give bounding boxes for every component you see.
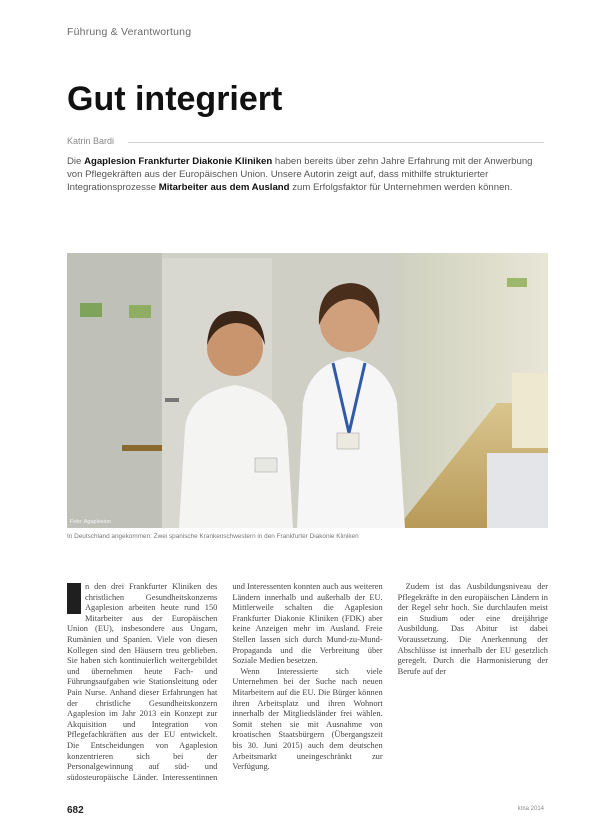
nurse-right-badge	[337, 433, 359, 449]
photo-illustration	[67, 253, 548, 528]
handrail	[122, 445, 162, 451]
author: Katrin Bardi	[67, 136, 115, 146]
wall-sign-left	[80, 303, 102, 317]
section-label: Führung & Verantwortung	[67, 26, 192, 38]
lead-text-3: zum Erfolgsfaktor für Unternehmen werden können.	[289, 182, 513, 193]
left-wall	[67, 253, 162, 528]
article-photo	[67, 253, 548, 528]
article-body	[67, 582, 548, 792]
page-reference: kma 2014	[517, 806, 544, 812]
page-number: 682	[67, 805, 84, 816]
corridor-cabinet	[512, 373, 548, 448]
lead-paragraph	[67, 155, 545, 194]
door-handle	[165, 398, 179, 402]
nurse-left-badge	[255, 458, 277, 472]
body-text-1: n den drei Frankfurter Kliniken des christlichen Gesundheitskonzerns Agaplesion arbeiten heute rund 150 Mitarbeiter aus der Europäischen Union (EU), insbesondere aus Ungarn, Rumänien und Spanien. Viele von diesen Kollegen sind den Häusern treu geblieben. Sie haben sich kontinuierlich weitergebildet und übernehmen heute Fach- und Führungsaufgaben wie Stationsleitung oder Pain Nurse. Anhand dieser Erfahrungen hat der christliche Gesundheitskonzern Agaplesion im Jahr 2013 ein Konzept zur Akquisition und Integration von Pflegefachkräften aus der EU entwickelt. Die Entscheidungen von Agaplesion konzentrieren sich bei der Personalgewinnung auf süd- und südosteuropäische Länder. Interessentinnen und Interessenten konnten auch aus weiteren Ländern innerhalb und außerhalb der EU. Mittlerweile schalten die Agaplesion Frankfurter Diakonie Kliniken (FDK) aber keine Anzeigen mehr im Ausland. Freie Stellen lassen sich durch Mund-zu-Mund-Propaganda und die Verbreitung über Soziale Medien besetzen.	[67, 582, 383, 782]
cart	[487, 453, 548, 528]
lead-emphasis-1: Agaplesion Frankfurter Diakonie Kliniken	[84, 156, 273, 167]
lead-emphasis-2: Mitarbeiter aus dem Ausland	[158, 182, 290, 193]
body-paragraph-2: Wenn Interessierte sich viele Unternehmen bei der Suche nach neuen Mitarbeitern auf die EU. Die Bürger können ihren Arbeitsplatz und ihren Wohnort innerhalb der Mitgliedsländer frei wählen. Somit stehen sie mit Ausnahme von kroatischen Staatsbürgern (Übergangszeit bis 30. Juni 2015) auch dem deutschen Arbeitsmarkt uneingeschränkt zur Verfügung.	[232, 666, 383, 772]
article-title: Gut integriert	[67, 80, 283, 118]
nurse-left-uniform	[179, 385, 293, 528]
photo-caption: In Deutschland angekommen: Zwei spanische Krankenschwestern in den Frankfurter Diakonie Kliniken	[67, 533, 359, 540]
lead-text-1: Die	[67, 156, 85, 167]
drop-cap	[67, 583, 81, 614]
photo-credit: Foto: Agaplesion	[70, 519, 111, 525]
lead-text-2: haben bereits über zehn Jahre Erfahrung mit der Anwerbung von Pflegekräften aus der Europäischen Union. Unsere Autorin zeigt auf, dass mithilfe strukturierter Integrationsprozesse	[67, 156, 533, 193]
body-paragraph-3: Zudem ist das Ausbildungsniveau der Pflegekräfte in den europäischen Ländern in der Regel sehr hoch. Sie durchlaufen meist ein Studium oder eine dreijährige Ausbildung. Das Abitur ist dabei Voraussetzung. Die Anerkennung der Abschlüsse ist innerhalb der EU gesetzlich geregelt. Durch die Harmonisierung der Berufe auf der	[397, 582, 548, 676]
author-rule	[128, 142, 544, 143]
corridor-sign	[507, 278, 527, 287]
wall-sign-right	[129, 305, 151, 318]
